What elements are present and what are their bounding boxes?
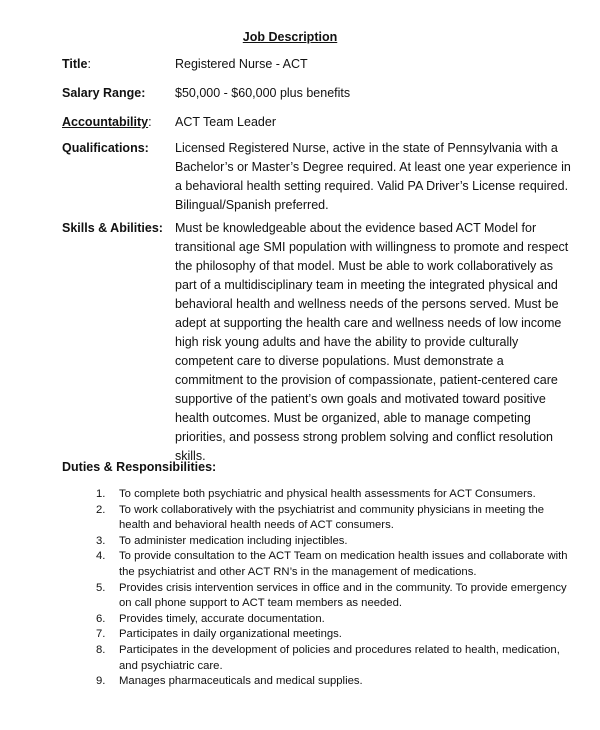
skills-value: [175, 219, 569, 466]
duty-text: on call phone support to ACT team members as needed.: [119, 597, 403, 610]
value-line: priorities, and possess strong problem solving and conflict resolution: [175, 430, 553, 444]
value-line: behavioral health and wellness needs of the persons served. Must be: [175, 297, 559, 311]
duty-number: 7.: [96, 628, 106, 641]
duty-number: 4.: [96, 550, 106, 563]
duties-list: [96, 487, 576, 690]
duty-item: [96, 581, 576, 612]
duty-text: and psychiatric care.: [119, 659, 223, 672]
value-line: Bachelor’s or Master’s Degree required. At least one year experience in: [175, 160, 571, 174]
duty-item: [96, 503, 576, 534]
duty-number: 6.: [96, 612, 106, 625]
skills-label: Skills & Abilities:: [62, 221, 163, 235]
duty-number: 5.: [96, 581, 106, 594]
value-line: commitment to the provision of compassionate, patient-centered care: [175, 373, 558, 387]
qualifications-value: [175, 139, 571, 215]
value-line: skills.: [175, 449, 206, 463]
title-label: Title:: [62, 57, 91, 71]
value-line: Registered Nurse - ACT: [175, 57, 308, 71]
value-line: health outcomes. Must be organized, able to manage competing: [175, 411, 531, 425]
value-line: a behavioral health setting required. Valid PA Driver’s License required.: [175, 179, 569, 193]
duty-text: To complete both psychiatric and physical health assessments for ACT Consumers.: [119, 488, 536, 500]
duty-text: Participates in the development of policies and procedures related to health, medication,: [119, 643, 560, 656]
accountability-label: Accountability:: [62, 115, 152, 129]
value-line: high risk young adults and have the ability to provide culturally: [175, 335, 519, 349]
value-line: part of a multidisciplinary team in meeting the integrated physical and: [175, 278, 558, 292]
value-line: adept at supporting the health care and wellness needs of low income: [175, 316, 562, 330]
value-line: $50,000 - $60,000 plus benefits: [175, 86, 351, 100]
duty-text: To administer medication including injectibles.: [119, 534, 348, 547]
value-line: the philosophy of that model. Must be able to work collaboratively as: [175, 259, 553, 273]
duty-item: [96, 534, 576, 550]
duty-text: To provide consultation to the ACT Team on medication health issues and collaborate with: [119, 550, 568, 563]
value-line: transitional age SMI population with willingness to promote and respect: [175, 240, 569, 254]
duty-number: 3.: [96, 534, 106, 547]
duty-item: [96, 549, 576, 580]
duty-text: Provides timely, accurate documentation.: [119, 612, 325, 625]
duty-item: [96, 627, 576, 643]
duty-text: To work collaboratively with the psychiatrist and community physicians in meeting the: [119, 503, 545, 516]
duty-text: health and behavioral health needs of ACT consumers.: [119, 519, 394, 532]
duty-text: Manages pharmaceuticals and medical supplies.: [119, 675, 363, 688]
duty-text: Provides crisis intervention services in office and in the community. To provide emergency: [119, 581, 567, 594]
duty-item: [96, 487, 576, 503]
accountability-value: [175, 113, 565, 132]
duty-item: [96, 643, 576, 674]
duties-heading: Duties & Responsibilities:: [62, 460, 217, 474]
salary-label: Salary Range:: [62, 86, 146, 100]
duty-number: 1.: [96, 488, 106, 500]
document-title: Job Description: [242, 30, 338, 44]
value-line: supportive of the patient’s own goals and motivated toward positive: [175, 392, 546, 406]
duty-number: 9.: [96, 675, 106, 688]
duty-text: the psychiatrist and other ACT RN’s in the management of medications.: [119, 565, 477, 578]
duty-item: [96, 674, 576, 690]
duty-item: [96, 612, 576, 628]
value-line: Bilingual/Spanish preferred.: [175, 198, 329, 212]
title-value: [175, 55, 565, 74]
value-line: Must be knowledgeable about the evidence based ACT Model for: [175, 221, 537, 235]
duty-number: 2.: [96, 503, 106, 516]
value-line: Licensed Registered Nurse, active in the state of Pennsylvania with a: [175, 141, 558, 155]
duty-text: Participates in daily organizational meetings.: [119, 628, 342, 641]
qualifications-label: Qualifications:: [62, 141, 149, 155]
value-line: competent care to diverse populations. Must demonstrate a: [175, 354, 504, 368]
value-line: ACT Team Leader: [175, 115, 276, 129]
salary-value: [175, 84, 565, 103]
duty-number: 8.: [96, 643, 106, 656]
